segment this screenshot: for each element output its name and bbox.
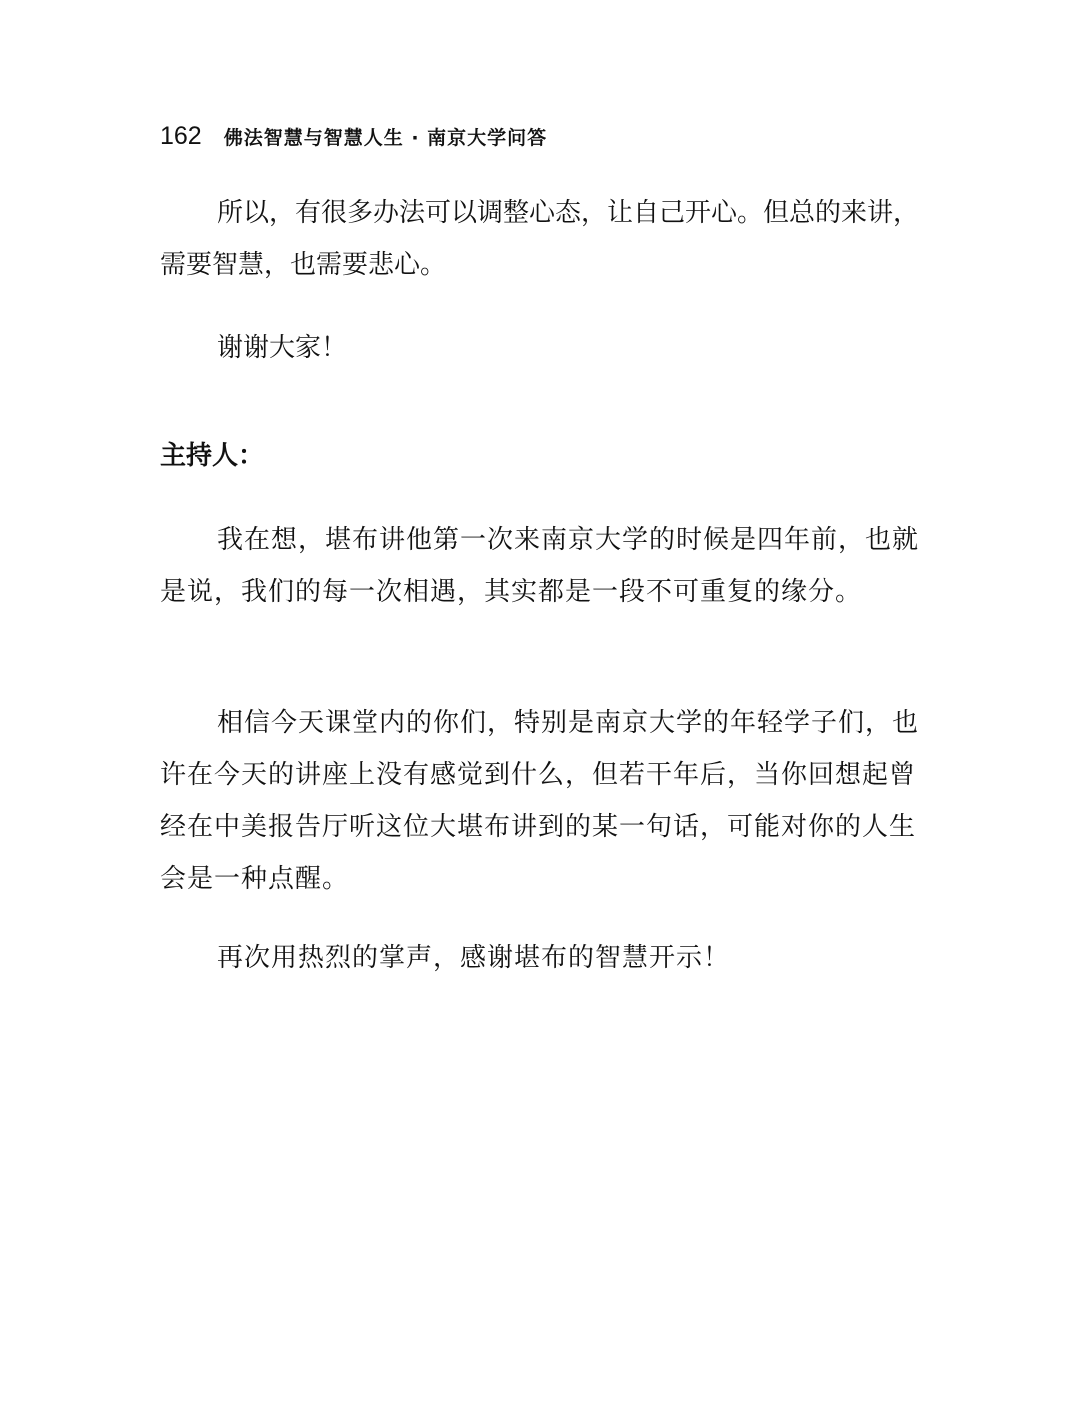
running-header — [160, 122, 547, 158]
paragraph-applause: 再次用热烈的掌声，感谢堪布的智慧开示！ — [217, 943, 731, 973]
paragraph-host-remark: 我在想，堪布讲他第一次来南京大学的时候是四年前，也就是说，我们的每一次相遇，其实都是一段不可重复的缘分。 — [160, 525, 920, 607]
paragraph-adjust-mindset: 所以，有很多办法可以调整心态，让自己开心。但总的来讲，需要智慧，也需要悲心。 — [160, 198, 920, 280]
paragraph-students: 相信今天课堂内的你们，特别是南京大学的年轻学子们，也许在今天的讲座上没有感觉到什么，但若干年后，当你回想起曾经在中美报告厅听这位大堪布讲到的某一句话，可能对你的人生会是一种点醒。 — [160, 708, 920, 894]
page-number: 162 — [160, 122, 202, 150]
host-label: 主持人： — [160, 441, 265, 471]
paragraph-thanks: 谢谢大家！ — [217, 333, 348, 363]
book-title: 佛法智慧与智慧人生 · 南京大学问答 — [223, 127, 548, 149]
